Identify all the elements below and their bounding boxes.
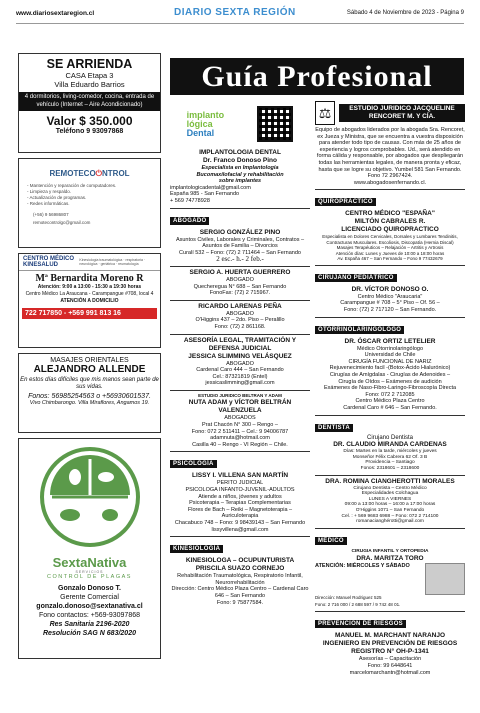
listing-line: Especialista en Dolores Cervicales, Dorsales y Lumbares Tendinitis, Contracturas Musculares. Escoliosis, Discopatía (Hernia Discal) [322,234,458,245]
section-label-quiropractico: QUIROPRÁCTICO [315,198,376,206]
contact-email: gonzalo.donoso@sextanativa.cl [36,603,143,610]
ad-name: ALEJANDRO ALLENDE [33,364,146,375]
listing-name: SERGIO A. HUERTA GUERRERO [189,268,291,276]
ad-title: SE ARRIENDA [46,57,133,71]
listing-line: ATENCIÓN: MIÉRCOLES Y SÁBADO [315,563,410,570]
block-phone: + 569 74778928 [170,197,210,204]
listing-name: MANUEL M. MARCHANT NARANJO [334,632,445,640]
listing-line: Centro Médico "Araucaria" [357,293,423,300]
section-label-otorrino: OTORRINOLARINGÓLOGO [315,326,404,334]
ad-remotecontrol [18,158,161,248]
ad-sextanativa [18,438,161,659]
listing-line: Providencia – Santiago [365,460,415,466]
listing-line: Atención días: Lunes y Jueves de 10:00 a 18:00 horas [335,250,445,256]
listing-cianggherotti [315,476,465,529]
listing-miranda [315,434,465,476]
listing-beltran [170,391,310,453]
listing-line: Fono: 2 716 000 / 2 688 597 / 9 742 48 01. [315,601,401,607]
listing-villena [170,470,310,537]
list-item: - Mantención y reparación de computadores. [27,183,117,188]
listing-line: LUNES A VIERNES [368,496,412,502]
logo-part: NTROL [102,169,130,178]
guia-profesional-title: Guía Profesional [170,58,464,95]
ad-title: MASAJES ORIENTALES [50,357,129,364]
guia-middle-column [170,97,310,609]
listing-line: FonoFax: (72) 2 715967. [209,290,271,297]
listing-gonzalez [170,227,310,267]
logo-part: REMOTECO [49,169,96,178]
remotecontrol-logo [19,169,160,179]
listing-line: Carampangue # 708 – 5° Piso – Of. 56 – [340,300,440,307]
listing-donoso [315,284,465,318]
listing-line: Curalí 532 – Fono: (72) 2 711464 – San Fernando [179,249,301,256]
listing-name: SERGIO GONZÁLEZ PINO [199,228,281,236]
listing-name: DRA. ROMINA CIANGHEROTTI MORALES [325,477,455,485]
block-name: Dr. Franco Donoso Pino [202,157,278,164]
listing-heading: CENTRO MÉDICO "ESPAÑA" [345,210,435,218]
page-header [16,4,464,24]
power-icon: ⏻ [95,169,102,178]
listing-slimming [170,335,310,391]
listing-line: Atiende a niños, jóvenes y adultos [198,493,282,500]
block-heading: IMPLANTOLOGIA DENTAL [199,149,281,156]
listing-name: DRA. MARITZA TORO [356,555,424,563]
listing-line: Fono: 99 6448641 [367,663,413,670]
block-spec: Bucomaxilofacial y rehabilitación [196,171,284,178]
ad-note: ATENCIÓN A DOMICILIO [60,298,119,304]
listing-line: Psicoterapia – Terapias Complementarias [189,500,291,507]
listing-line: Flores de Bach – Reiki – Magnetoterapia – Auriculoterapia [187,506,293,520]
listing-line: ABOGADO [226,310,254,317]
listing-email: lissyvillena@gmail.com [211,526,269,533]
listing-name: NUTA ADAM y VÍCTOR BELTRÁN VALENZUELA [188,399,292,415]
listing-name: RICARDO LARENAS PEÑA [198,302,282,310]
ad-line: Villa Eduardo Barrios [54,80,125,89]
ad-text: En estos días difíciles que mis manos sean parte de sus vidas. [20,377,159,390]
listing-email: romanacianghérotti@gmail.com [356,519,424,525]
scales-icon: ⚖ [315,101,335,125]
listing-line: Fono: (72) 2 861168. [214,323,266,330]
listing-line: Cirujano Dentista [366,434,414,441]
logo-part: Dental [186,127,215,138]
listing-line: 09:00 a 13:00 horas – 16:00 a 17:00 horas [344,502,436,508]
listing-line: ABOGADO [226,360,254,367]
listing-line: Cardenal Caro 444 – San Fernando [196,367,284,374]
listing-name: DR. VÍCTOR DONOSO O. [351,285,429,293]
kinesalud-desc: Kinesiología traumatológica · respiratoria · neurológica · geriátrica · reumatología [79,257,146,266]
listing-title: INGENIERO EN PREVENCIÓN DE RIESGOS [322,640,458,648]
resolution: Res Sanitaria 2196-2020 [49,621,130,628]
contact-role: Gerente Comercial [60,594,119,601]
section-label-abogado: ABOGADO [170,217,209,225]
brand-sub: SERVICIOS [75,570,104,574]
listing-line: Fonos: 2318601 – 2318600 [360,465,420,471]
listing-line: Centro Médico Plaza Centro [355,398,425,405]
contact-name: Gonzalo Donoso T. [58,585,121,592]
section-label-riesgos: PREVENCIÓN DE RIESGOS [315,620,406,628]
listing-name: JESSICA SLIMMING VELÁSQUEZ [188,352,292,360]
listing-line: Asuntos Civiles, Laborales y Criminales, Contratos – Asuntos de Familia – Divorcios [175,236,305,250]
fly-icon [98,472,114,482]
listing-line: O'Higgins 1071 – San Fernando [355,507,425,513]
implanto-logo [187,111,225,138]
page-date: Sábado 4 de Noviembre de 2023 - Página 9 [346,10,464,16]
listing-line: Días: Martes en la tarde, miércoles y jueves [343,449,437,455]
brand-tagline: CONTROL DE PLAGAS [47,574,132,580]
listing-line: Cirujano Dentista – Centro Médico [353,485,427,491]
medico-detail [315,563,465,595]
listing-rencoret [315,97,465,190]
list-item: - Redes informáticas. [27,201,70,206]
listing-line: Prat Chacón N° 300 – Rengo – [202,422,278,429]
listing-line: Quecheregua N° 688 – San Fernando [193,283,287,290]
listing-line: Fono: 072 2 712085 [365,391,415,398]
listing-huerta [170,267,310,301]
logo-part: lógica [186,118,213,129]
ad-address: Vivo Chimbarongo. Villa Miraflores, Angamos 19. [29,400,150,406]
listing-line: PSICOLOGA INFANTO-JUVENIL-ADULTOS [185,487,295,494]
ad-name: Mª Bernardita Moreno R [35,273,144,284]
listing-name: ESTUDIO JURIDICO JACQUELINE RENCORET M. Y CÍA. [339,104,465,122]
listing-line: ABOGADOS [224,415,256,422]
implante-logos [170,99,310,149]
block-spec: Especialista en Implantología [201,165,279,171]
listing-line: Especialidades Colchagua [361,491,419,497]
listing-heading: KINESIOLOGA – OCUPUNTURISTA [185,557,295,565]
ad-phone: (+56) 9 56986807 [33,212,69,217]
site-url[interactable]: www.diariosextaregion.cl [16,10,95,17]
bug-icon [102,509,118,521]
listing-line: Médico Otorrinolaringólogo [356,345,424,352]
listing-line: PERITO JUDICIAL [216,480,264,487]
ad-masajes [18,353,161,433]
listing-ortiz [315,336,465,416]
listing-line: CIRUGÍA FUNCIONAL DE NARIZ [348,358,432,365]
listing-line: REGISTRO N° OH-P-1341 [351,648,429,656]
listing-cabrales [315,208,465,266]
list-item: - Limpieza y respaldo. [27,189,72,194]
listing-name: PRISCILA SUAZO CORNEJO [195,565,285,573]
section-label-cirujano: CIRUJANO PEDIÁTRICO [315,274,397,282]
listing-line: Universidad de Chile [364,352,416,359]
listing-toro [315,547,465,613]
listing-line: Casilla 40 – Rengo - VI Región – Chile. [192,441,288,448]
listing-line: Rejuvenecimiento facil -(Botox-Ácido Hialurónico) [329,365,451,372]
listing-heading: ASESORÍA LEGAL, TRAMITACIÓN Y DEFENSA JUDICIAL [183,336,297,352]
listing-email: adamnuta@hotmail.com [210,435,270,442]
listing-line: Fono: (72) 2 717120 – San Fernando. [343,307,437,314]
listing-line: Rehabilitación Traumatológica, Respiratorio Infantil, Neurorrehabilitación [177,573,303,586]
listing-email: jessicaslimming@gmail.com [205,380,275,387]
ad-price: Valor $ 350.000 [46,114,133,128]
qr-code-icon[interactable] [257,106,293,142]
listing-larenas [170,301,310,335]
listing-email: marcelomarchantn@hotmail.com [349,669,431,676]
listing-suazo [170,555,310,609]
listing-line: Masajes Terapéuticos – Relajación – Artritis y Artrosis [336,245,444,251]
implante-block [170,97,310,209]
listing-title: LICENCIADO QUIROPRACTICO [341,226,439,234]
ad-se-arrienda [18,53,161,153]
service-list [19,179,160,211]
listing-name: DR. ÓSCAR ORTIZ LETELIER [344,337,436,345]
listing-name: MILTÓN CABRALES R. [354,218,426,226]
listing-url[interactable]: www.abogadosenfernando.cl. [353,179,427,186]
listing-line: Cirugía de Oídos – Exámenes de audición [338,378,442,385]
doctor-photo [425,563,465,595]
listing-name: DR. CLAUDIO MIRANDA CARDENAS [333,441,447,449]
listing-marchant [315,630,465,679]
listing-line: Fono: 9 75877584. [216,599,264,606]
sextanativa-logo [30,445,150,550]
listing-line: Dirección: Manuel Rodriguez 525 [315,595,382,601]
block-address: Espaňa 985 - San Fernando [170,191,240,198]
ad-email: remotecontrolgc@gmail.com [33,220,91,225]
listing-line: Asesorías – Capacitación [358,656,422,663]
block-email: implantologicadental@gmail.com [170,184,251,191]
listing-line: Dirección: Centro Médico Plaza Centro – Cardenal Caro 646 – San Fernando [171,586,309,599]
rencoret-header [315,99,465,127]
ad-hours: Atención: 9:00 a 13:00 - 15:30 a 19:30 horas [37,284,142,290]
ad-phone: Teléfono 9 93097868 [55,128,124,135]
left-ads-column [18,53,161,664]
listing-line: Monseñor Félix Cabrera 62 Of. 3 B [352,454,428,460]
ad-line: CASA Etapa 3 [65,71,114,80]
block-spec: sobre implantes [218,178,262,185]
listing-line: 2 esc.- h.- 2 feb.- [216,255,264,264]
listing-line: Av. España 467 – San Fernando – Fono 9 77432679 [337,256,443,262]
listing-line: Chacabuco 748 – Fono: 9 98439143 – San Fernando [174,520,306,526]
logo-part: implanto [186,109,225,120]
newspaper-title: DIARIO SEXTA REGIÓN [174,7,296,18]
listing-line: Fono: 072 2 511411 – Cel.: 9 94006787 [191,428,289,435]
rodent-icon [60,509,80,521]
listing-line: ABOGADO [226,276,254,283]
section-label-dentista: DENTISTA [315,424,353,432]
listing-heading: ESTUDIO JURIDICO BELTRAN Y ADAM [198,392,282,398]
section-label-kinesiologia: KINESIOLOGÍA [170,545,223,553]
ad-kinesalud [18,253,161,348]
section-label-medico: MÉDICO [315,537,347,545]
listing-line: Cel.: 87321819 (Entel) [212,373,268,380]
kinesalud-logo: CENTRO MÉDICO KINESALUD [23,256,74,268]
ad-features: 4 dormitorios, living-comedor, cocina, entrada de vehículo (Internet – Aire Acondicionado) [19,92,160,111]
listing-line: Cirugías de Amígdalas - Cirugías de Adenoides – [329,372,451,378]
insect-icon [69,469,81,485]
guia-right-column [315,97,465,679]
listing-line: Cardenal Caro # 646 – San Fernando. [343,404,437,411]
resolution: Resolución SAG N 683/2020 [43,630,136,637]
ad-address: Centro Médico La Araucana - Carampangue #708, local 4 [25,291,154,297]
listing-heading: CIRUGIA INFANTIL Y ORTOPEDIA [351,548,429,554]
listing-line: Equipo de abogados liderados por la abogada Sra. Rencoret, ex Jueza y Ministra, que se encuentra a vuestra disposición para atender todo tipo de causas. Con más de 25 años de experiencia y logros comprobables. Ud., será atendido en forma cálida y responsable, por abogados que despliegarán todas las herramientas legales, de manera pronta y eficaz, hasta que se logre su objetivo. Yumbel 581 San Fernando. Fono 72 2967424. [315,127,465,180]
kinesalud-header [19,254,160,271]
brand-name: SextaNativa [52,555,127,570]
listing-name: LISSY I. VILLENA SAN MARTÍN [191,472,289,480]
contact-phone: Fono contactos: +569-93097868 [39,612,140,619]
ad-phone: Fonos: 56985254563 o +56930601537. [28,393,151,400]
listing-line: Cel. : + 569 9683 6988 – Fono: 072 2 714100 [341,513,439,519]
listing-line: O'Higgins 437 – 2do. Piso – Peralillo [195,317,285,324]
listing-line: Exámenes de Naso-Fibro-Laringo-Fibroscopía Directa [323,385,457,392]
ad-phone: 722 717850 - +569 991 813 16 [22,308,157,319]
section-label-psicologia: PSICOLOGÍA [170,460,217,468]
list-item: - Actualización de programas. [27,195,87,200]
